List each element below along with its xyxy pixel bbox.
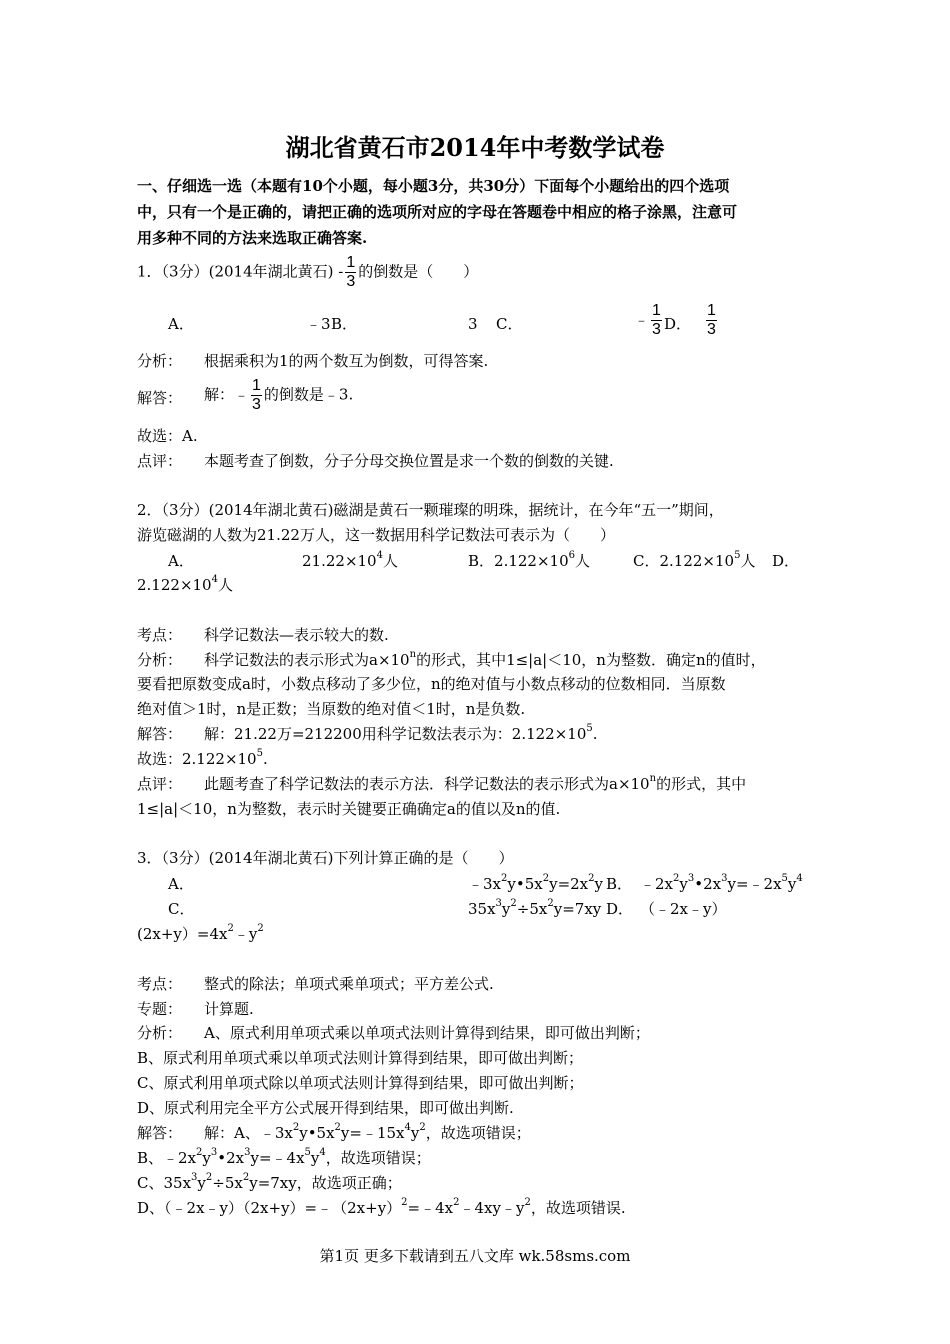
q3-answer-c: C、$35x^3y^2\div 5x^2y=7xy$，故选项正确； <box>137 1172 402 1192</box>
q3-analysis-b: B、原式利用单项式乘以单项式法则计算得到结果，即可做出判断； <box>137 1049 584 1067</box>
q1-choice: 故选：A. <box>137 427 198 445</box>
section-instruction-line-3: 用多种不同的方法来选取正确答案. <box>137 229 368 247</box>
q1-option-c-label: C． <box>496 315 523 333</box>
q1-comment: 本题考查了倒数，分子分母交换位置是求一个数的倒数的关键. <box>204 452 614 470</box>
q3-option-b-label: B． <box>606 875 633 893</box>
q2-option-a-value: $21.22\times 10^4$人 <box>302 550 398 570</box>
q1-answer-label: 解答： <box>137 389 183 407</box>
section-instruction-line-2: 中，只有一个是正确的，请把正确的选项所对应的字母在答题卷中相应的格子涂黑，注意可 <box>137 203 738 221</box>
q2-analysis-line-1: 科学记数法的表示形式为$a\times 10^n$的形式，其中1≤|a|＜10，n为整数．确定n的值时， <box>204 649 766 669</box>
section-instruction-line-1: 一、仔细选一选（本题有10个小题，每小题3分，共30分）下面每个小题给出的四个选项 <box>137 177 730 195</box>
q2-analysis-line-2: 要看把原数变成a时，小数点移动了多少位，n的绝对值与小数点移动的位数相同．当原数 <box>137 675 726 693</box>
q2-comment-line-1: 此题考查了科学记数法的表示方法．科学记数法的表示形式为$a\times 10^n$的形式，其中 <box>204 773 747 793</box>
q2-answer: 解：21.22万=212200用科学记数法表示为：$2.122\times 10^5$. <box>204 723 598 743</box>
q3-answer-d: D、$(﹣2x﹣y)(2x+y)=﹣(2x+y)^2=﹣4x^2﹣4xy﹣y^2$，故选项错误. <box>137 1197 626 1217</box>
q3-kaodian-label: 考点： <box>137 975 183 993</box>
q3-option-c-label: C． <box>168 900 195 918</box>
q1-option-c-value: ﹣ $\frac{1}{3}$ <box>634 302 661 338</box>
q2-kaodian-label: 考点： <box>137 626 183 644</box>
page-footer: 第1页 更多下载请到五八文库 wk.58sms.com <box>319 1247 631 1265</box>
q2-option-b: B．$2.122\times 10^6$人 <box>468 550 591 570</box>
q2-option-d-value: $2.122\times 10^4$人 <box>137 574 233 594</box>
q2-comment-label: 点评： <box>137 775 183 793</box>
q3-kaodian: 整式的除法；单项式乘单项式；平方差公式. <box>204 975 494 993</box>
q1-option-d-value: $\frac{1}{3}$ <box>707 302 716 338</box>
q3-option-d-label: D． <box>606 900 634 918</box>
q1-analysis: 根据乘积为1的两个数互为倒数，可得答案. <box>204 352 489 370</box>
q1-option-b-value: 3 <box>468 315 478 333</box>
q1-analysis-label: 分析： <box>137 352 183 370</box>
q1-comment-label: 点评： <box>137 452 183 470</box>
q3-option-d-value: （﹣2x﹣y） <box>640 900 727 918</box>
q2-answer-label: 解答： <box>137 725 183 743</box>
q2-choice: 故选：$2.122\times 10^5$. <box>137 748 268 768</box>
q3-answer-label: 解答： <box>137 1124 183 1142</box>
q1-option-d-label: D． <box>664 315 692 333</box>
q3-answer-b: B、$﹣2x^2y^3•2x^3y=﹣4x^5y^4$，故选项错误； <box>137 1147 431 1167</box>
q3-analysis-c: C、原式利用单项式除以单项式法则计算得到结果，即可做出判断； <box>137 1074 584 1092</box>
q3-option-a-value: $﹣3x^2y•5x^2y=2x^2y$ <box>468 873 603 893</box>
page-title: 湖北省黄石市2014年中考数学试卷 <box>285 133 665 162</box>
q1-option-b-label: B． <box>331 315 358 333</box>
q1-stem: 1．（3分）(2014年湖北黄石) - $\frac{1}{3}$ 的倒数是（ ） <box>137 254 479 290</box>
q3-option-b-value: $﹣2x^2y^3•2x^3y=﹣2x^5y^4$ <box>640 873 803 893</box>
q3-option-c-value: $35x^3y^2\div 5x^2y=7xy$ <box>468 898 602 918</box>
q3-option-d-continuation: $(2x+y)=4x^2﹣y^2$ <box>137 923 264 943</box>
q2-stem-line-1: 2．（3分）(2014年湖北黄石)磁湖是黄石一颗璀璨的明珠，据统计，在今年“五一”期间， <box>137 501 724 519</box>
q3-answer-a: 解：A、$﹣3x^2y•5x^2y=﹣15x^4y^2$，故选项错误； <box>204 1122 531 1142</box>
q3-zhuanti: 计算题. <box>204 1000 254 1018</box>
q3-analysis-a: A、原式利用单项式乘以单项式法则计算得到结果，即可做出判断； <box>204 1024 650 1042</box>
q3-analysis-d: D、原式利用完全平方公式展开得到结果，即可做出判断. <box>137 1099 514 1117</box>
q2-analysis-line-3: 绝对值＞1时，n是正数；当原数的绝对值＜1时，n是负数. <box>137 700 526 718</box>
q1-option-a-value: ﹣3 <box>306 315 331 333</box>
q2-option-d-label: D． <box>772 552 800 570</box>
q3-analysis-label: 分析： <box>137 1024 183 1042</box>
q3-stem: 3．（3分）(2014年湖北黄石)下列计算正确的是（ ） <box>137 849 514 867</box>
q2-option-a-label: A． <box>168 552 194 570</box>
q1-answer: 解：﹣ $\frac{1}{3}$ 的倒数是﹣3. <box>204 377 354 413</box>
q2-analysis-label: 分析： <box>137 651 183 669</box>
q2-kaodian: 科学记数法—表示较大的数. <box>204 626 389 644</box>
q2-stem-line-2: 游览磁湖的人数为21.22万人，这一数据用科学记数法可表示为（ ） <box>137 526 615 544</box>
q3-option-a-label: A． <box>168 875 194 893</box>
q2-comment-line-2: 1≤|a|＜10，n为整数，表示时关键要正确确定a的值以及n的值. <box>137 800 561 818</box>
q1-option-a-label: A． <box>168 315 194 333</box>
q3-zhuanti-label: 专题： <box>137 1000 183 1018</box>
q1-fraction: $\frac{1}{3}$ <box>346 254 356 290</box>
q2-option-c: C．$2.122\times 10^5$人 <box>633 550 756 570</box>
